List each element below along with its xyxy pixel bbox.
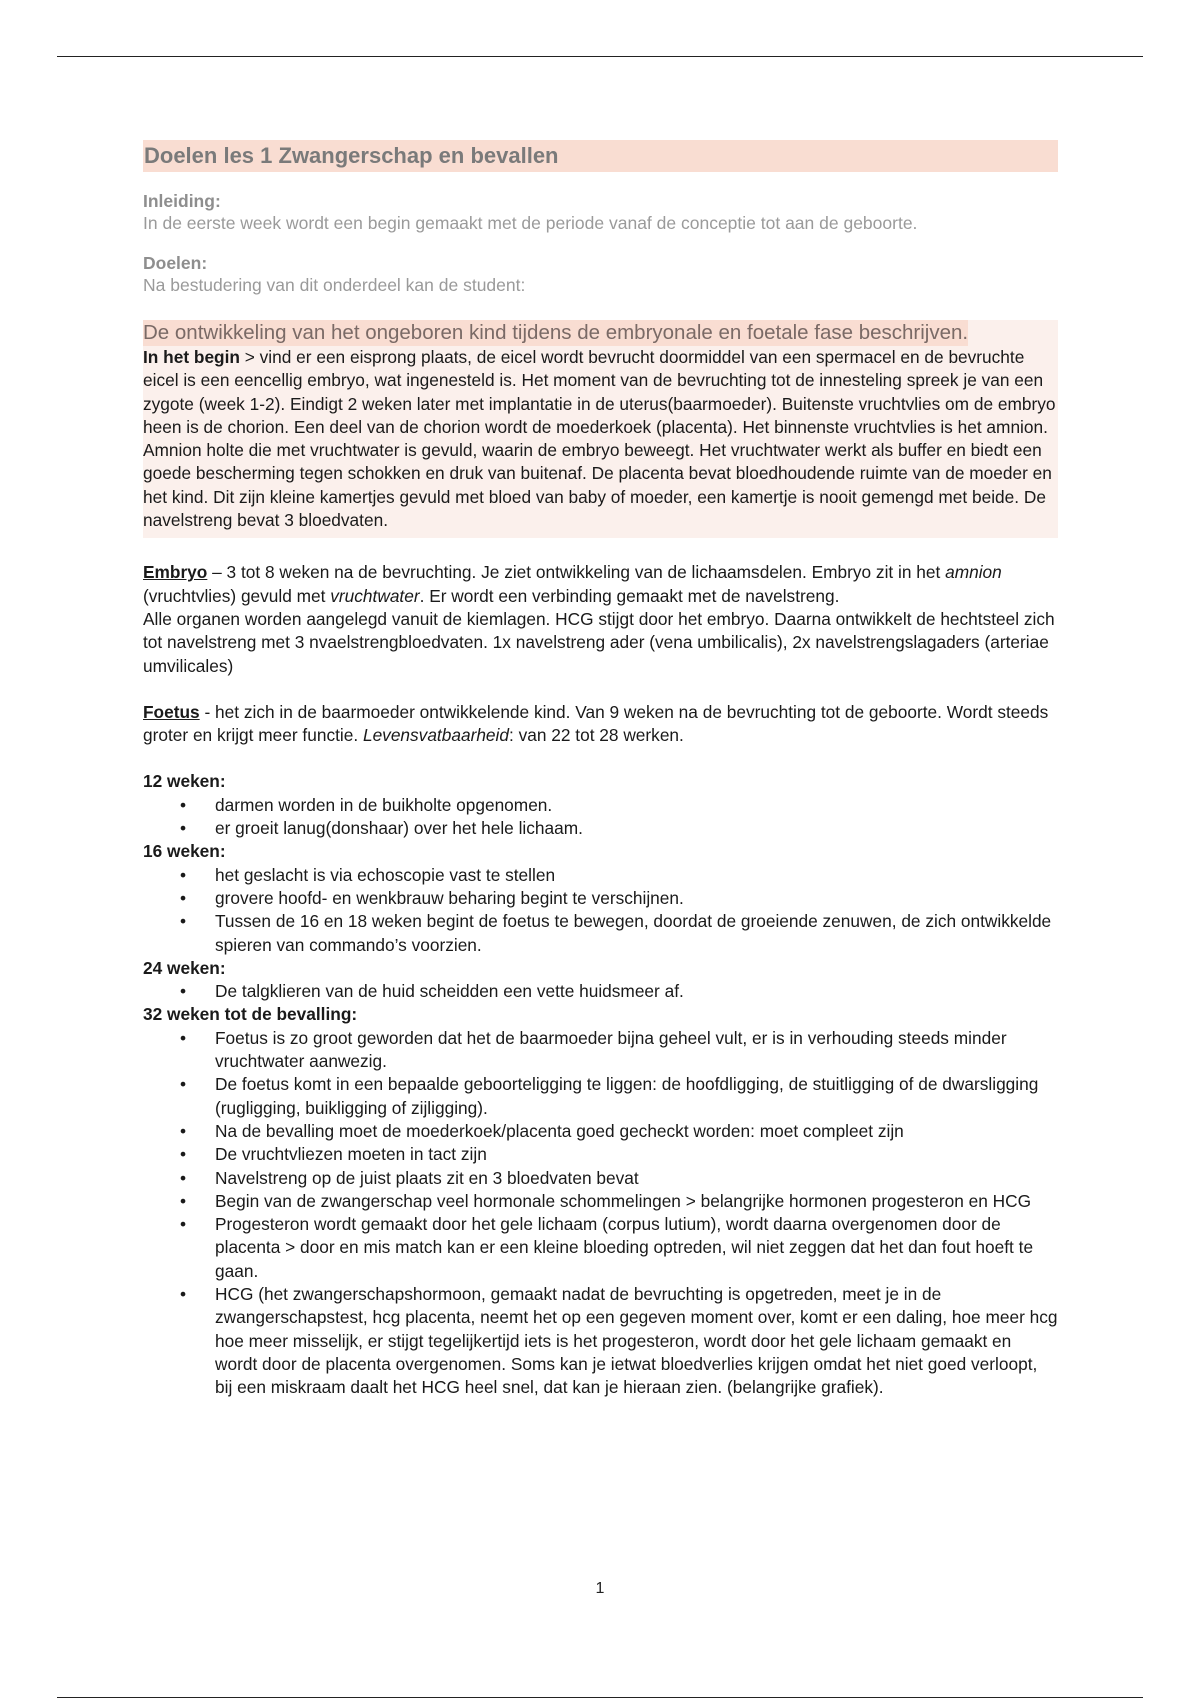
embryo-text-2: (vruchtvlies) gevuld met [143,585,331,606]
page-title: Doelen les 1 Zwangerschap en bevallen [143,140,1058,172]
list-item: • Progesteron wordt gemaakt door het gele lichaam (corpus lutium), wordt daarna overgenomen door de placenta > door en mis match kan er een kleine bloeding optreden, wil niet zeggen dat het dan fout hoeft te gaan. [215,1213,1058,1283]
week-16-list [143,864,1058,957]
week-32-title: 32 weken tot de bevalling: [143,1004,358,1025]
list-item: • darmen worden in de buikholte opgenomen. [215,794,1058,817]
week-16-title: 16 weken: [143,841,226,862]
week-12-list [143,794,1058,841]
goals-section [143,252,1058,296]
begin-label: In het begin [143,347,240,367]
foetus-text-1: - het zich in de baarmoeder ontwikkelende kind. Van 9 weken na de bevruchting tot de geboorte. Wordt steeds groter en krijgt meer functie. [143,701,1049,746]
foetus-label: Foetus [143,701,200,722]
goals-label: Doelen: [143,253,208,273]
embryo-text-3: . Er wordt een verbinding gemaakt met de navelstreng. [419,585,840,606]
foetus-text-2: : van 22 tot 28 werken. [509,725,684,746]
page-number: 1 [595,1580,605,1597]
week-12-title: 12 weken: [143,771,226,792]
header-rule [57,56,1143,57]
intro-text: In de eerste week wordt een begin gemaakt met de periode vanaf de conceptie tot aan de geboorte. [143,213,918,233]
list-item: • HCG (het zwangerschapshormoon, gemaakt nadat de bevruchting is opgetreden, meet je in de zwangerschapstest, hcg placenta, neemt het op een gegeven moment over, komt er een daling, hoe meer hcg hoe meer misselijk, er stijgt tegelijkertijd iets is het progesteron, wordt door het gele lichaam gemaakt en wordt door de placenta overgenomen. Soms kan je ietwat bloedverlies krijgen omdat het niet goed verloopt, bij een miskraam daalt het HCG heel snel, dat kan je hieraan zien. (belangrijke grafiek). [215,1283,1058,1399]
page-content [143,140,1058,1399]
embryo-section [143,561,1058,677]
embryo-paragraph [143,561,1058,608]
foetus-italic: Levensvatbaarheid [362,725,509,746]
objective-heading: De ontwikkeling van het ongeboren kind tijdens de embryonale en foetale fase beschrijven. [143,321,969,344]
objective-block [143,320,1058,538]
embryo-amnion: amnion [945,562,1002,583]
begin-paragraph [143,346,1058,532]
list-item: • Foetus is zo groot geworden dat het de baarmoeder bijna geheel vult, er is in verhouding steeds minder vruchtwater aanwezig. [215,1027,1058,1074]
week-32-list [143,1027,1058,1400]
embryo-vruchtwater: vruchtwater [330,585,420,606]
goals-text: Na bestudering van dit onderdeel kan de student: [143,275,526,295]
footer-rule [57,1697,1143,1698]
list-item: • grovere hoofd- en wenkbrauw beharing begint te verschijnen. [215,887,1058,910]
list-item: • Begin van de zwangerschap veel hormonale schommelingen > belangrijke hormonen progesteron en HCG [215,1190,1058,1213]
list-item: • Navelstreng op de juist plaats zit en 3 bloedvaten bevat [215,1167,1058,1190]
list-item: • er groeit lanug(donshaar) over het hele lichaam. [215,817,1058,840]
list-item: • het geslacht is via echoscopie vast te stellen [215,864,1058,887]
list-item: • Tussen de 16 en 18 weken begint de foetus te bewegen, doordat de groeiende zenuwen, de zich ontwikkelde spieren van commando’s voorzien. [215,910,1058,957]
embryo-text-1: – 3 tot 8 weken na de bevruchting. Je ziet ontwikkeling van de lichaamsdelen. Embryo zit in het [207,562,946,583]
list-item: • De foetus komt in een bepaalde geboorteligging te liggen: de hoofdligging, de stuitligging of de dwarsligging (rugligging, buikligging of zijligging). [215,1073,1058,1120]
list-item: • Na de bevalling moet de moederkoek/placenta goed gecheckt worden: moet compleet zijn [215,1120,1058,1143]
list-item: • De vruchtvliezen moeten in tact zijn [215,1143,1058,1166]
week-24-list [143,980,1058,1003]
begin-text: > vind er een eisprong plaats, de eicel wordt bevrucht doormiddel van een spermacel en de bevruchte eicel is een eencellig embryo, wat ingenesteld is. Het moment van de bevruchting tot de innesteling spreek je van een zygote (week 1-2). Eindigt 2 weken later met implantatie in de uterus(baarmoeder). Buitenste vruchtvlies om de embryo heen is de chorion. Een deel van de chorion wordt de moederkoek (placenta). Het binnenste vruchtvlies is het amnion. Amnion holte die met vruchtwater is gevuld, waarin de embryo beweegt. Het vruchtwater werkt als buffer en biedt een goede bescherming tegen schokken en druk van buitenaf. De placenta bevat bloedhoudende ruimte van de moeder en het kind. Dit zijn kleine kamertjes gevuld met bloed van baby of moeder, een kamertje is nooit gemengd met beide. De navelstreng bevat 3 bloedvaten. [143,347,1056,531]
intro-label: Inleiding: [143,191,221,211]
embryo-label: Embryo [143,562,208,583]
list-item: • De talgklieren van de huid scheidden een vette huidsmeer af. [215,980,1058,1003]
week-24-title: 24 weken: [143,957,226,978]
embryo-paragraph-2: Alle organen worden aangelegd vanuit de kiemlagen. HCG stijgt door het embryo. Daarna ontwikkelt de hechtsteel zich tot navelstreng met 3 nvaelstrengbloedvaten. 1x navelstreng ader (vena umbilicalis), 2x navelstrengslagaders (arteriae umvilicales) [143,608,1055,676]
foetus-section [143,701,1058,748]
weeks-section [143,770,1058,1399]
foetus-paragraph [143,701,1058,748]
intro-section [143,190,1058,234]
